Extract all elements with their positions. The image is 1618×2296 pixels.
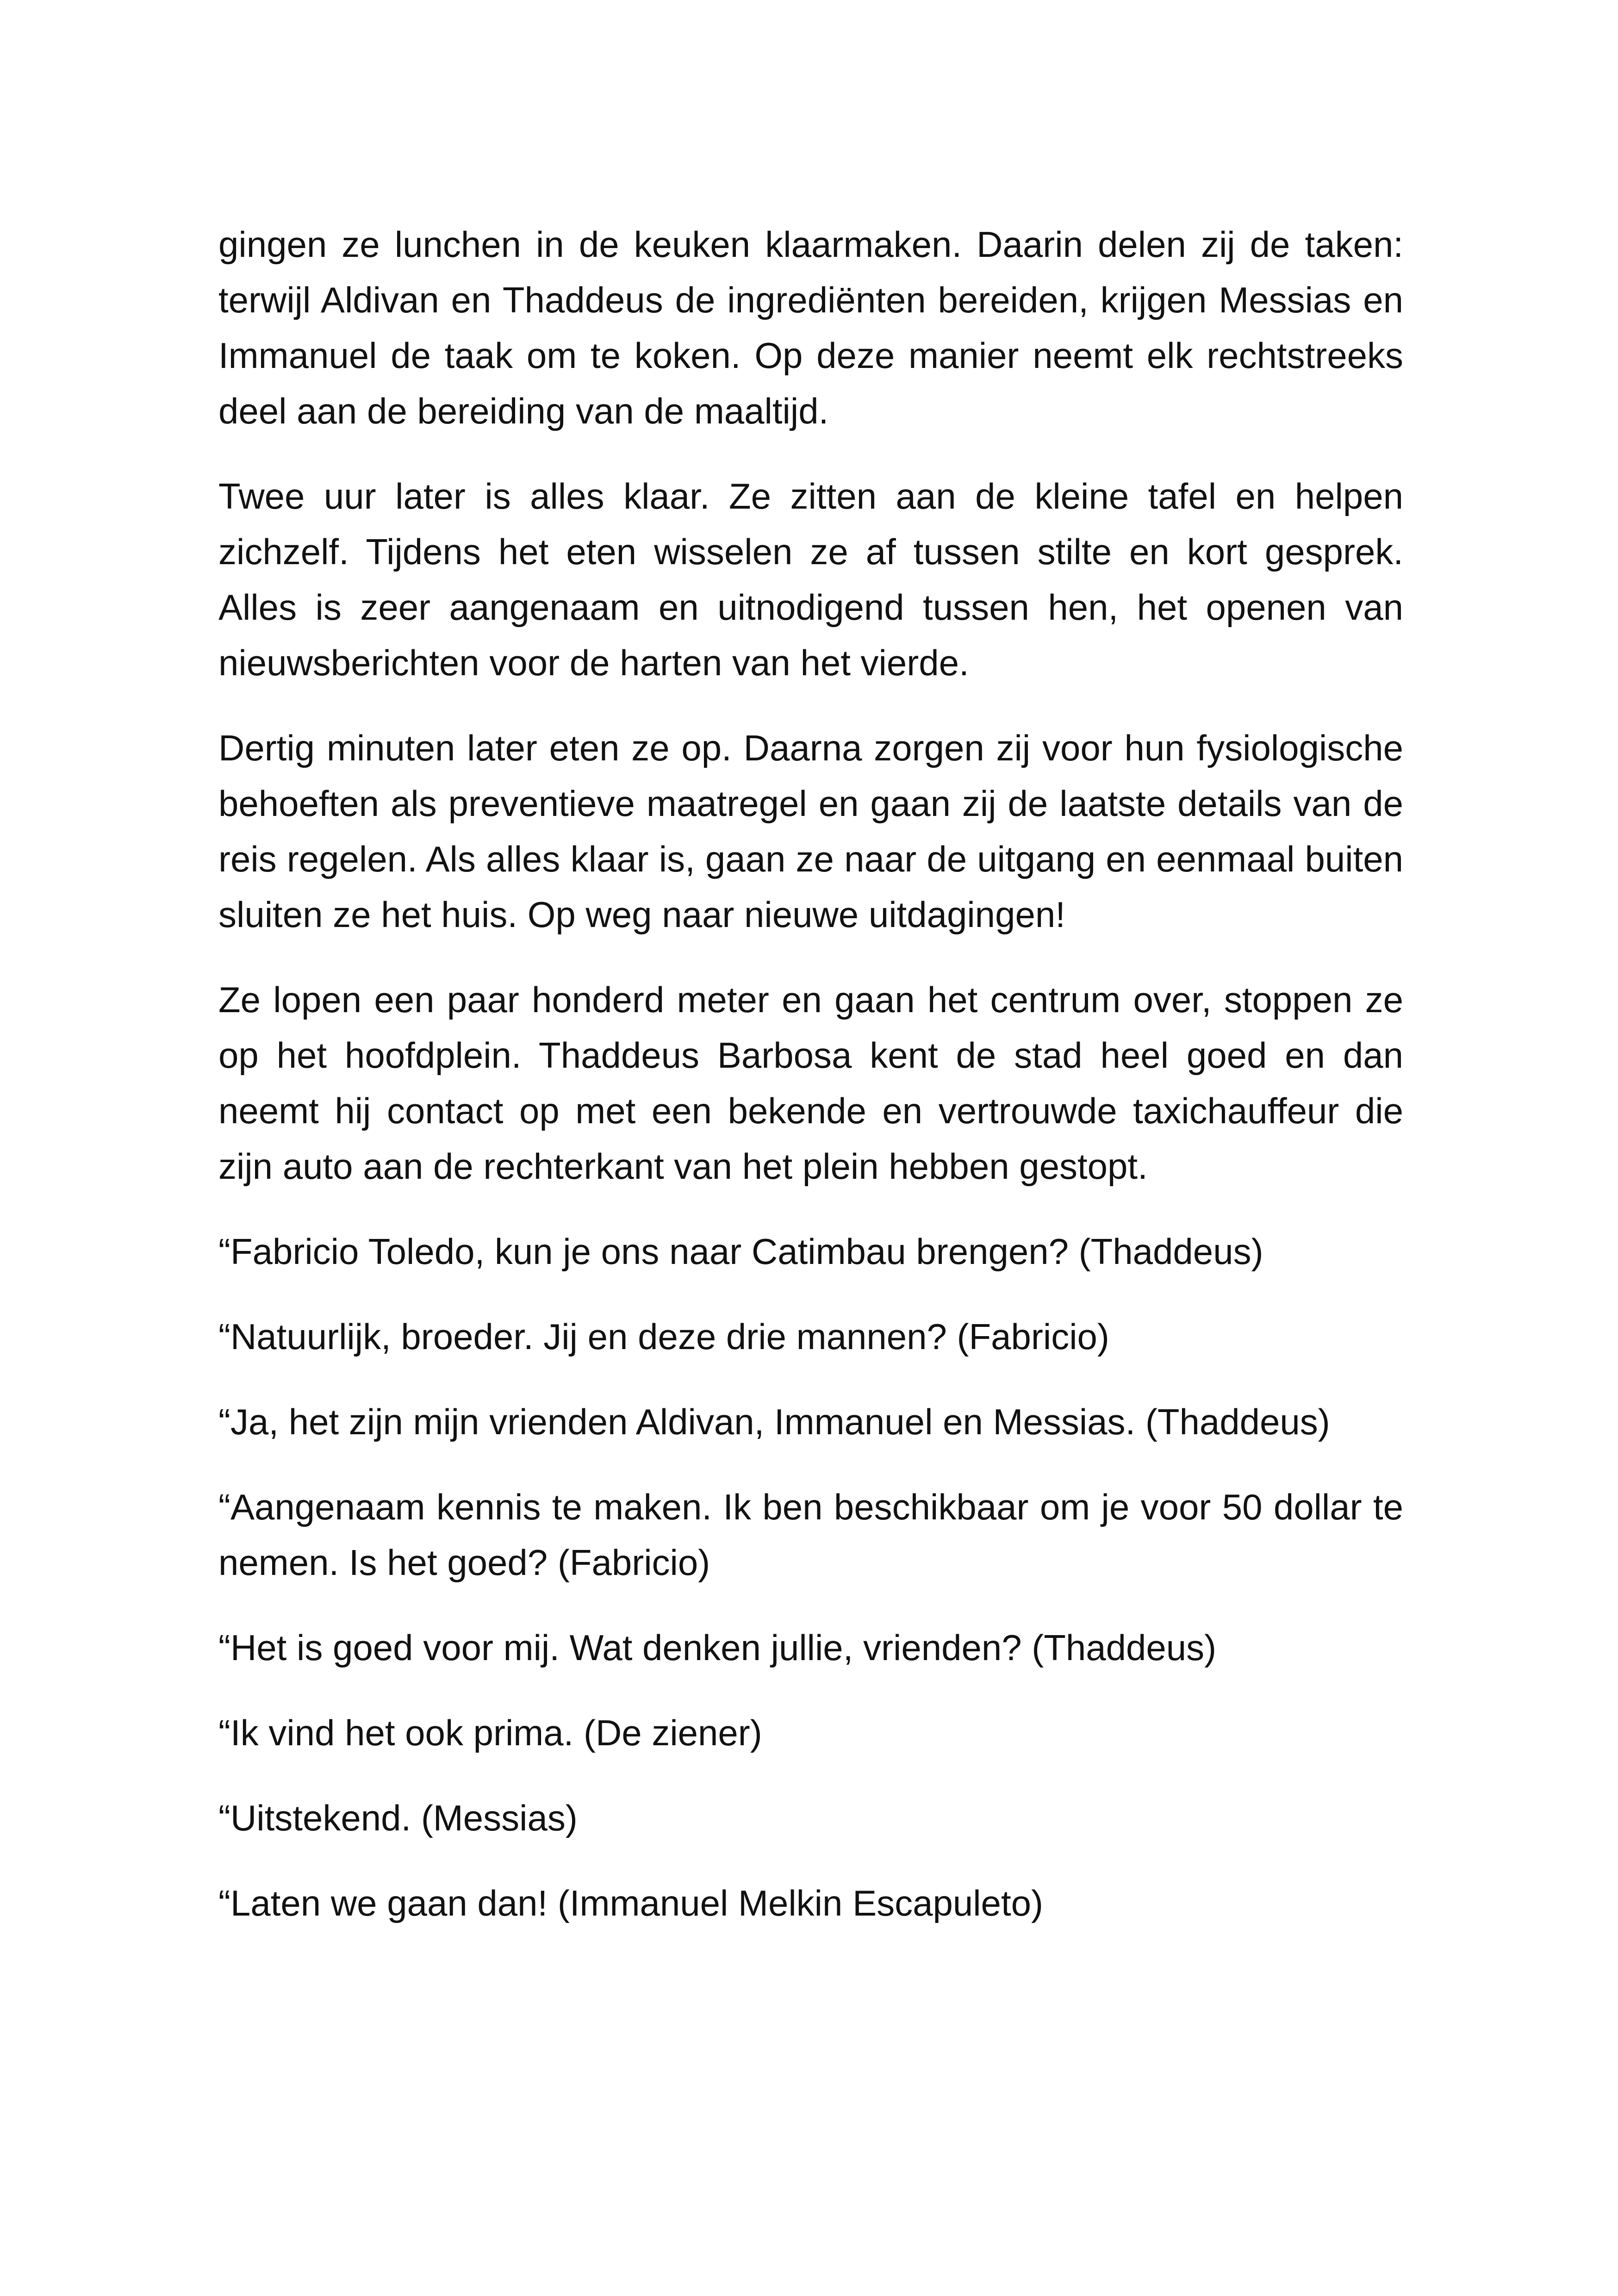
dialogue-line-4: “Aangenaam kennis te maken. Ik ben beschikbaar om je voor 50 dollar te nemen. Is het goed? (Fabricio) bbox=[218, 1487, 1403, 1583]
dialogue-line-6: “Ik vind het ook prima. (De ziener) bbox=[218, 1712, 762, 1753]
dialogue-line-8: “Laten we gaan dan! (Immanuel Melkin Escapuleto) bbox=[218, 1883, 1043, 1923]
page-body-text bbox=[218, 217, 1403, 1960]
paragraph-3: Dertig minuten later eten ze op. Daarna zorgen zij voor hun fysiologische behoeften als preventieve maatregel en gaan zij de laatste details van de reis regelen. Als alles klaar is, gaan ze naar de uitgang en eenmaal buiten sluiten ze het huis. Op weg naar nieuwe uitdagingen! bbox=[218, 728, 1403, 935]
dialogue-line-7: “Uitstekend. (Messias) bbox=[218, 1798, 578, 1838]
paragraph-4: Ze lopen een paar honderd meter en gaan het centrum over, stoppen ze op het hoofdplein. Thaddeus Barbosa kent de stad heel goed en dan neemt hij contact op met een bekende en vertrouwde taxichauffeur die zijn auto aan de rechterkant van het plein hebben gestopt. bbox=[218, 979, 1403, 1187]
paragraph-2: Twee uur later is alles klaar. Ze zitten aan de kleine tafel en helpen zichzelf. Tijdens het eten wisselen ze af tussen stilte en kort gesprek. Alles is zeer aangenaam en uitnodigend tussen hen, het openen van nieuwsberichten voor de harten van het vierde. bbox=[218, 476, 1403, 683]
paragraph-1: gingen ze lunchen in de keuken klaarmaken. Daarin delen zij de taken: terwijl Aldivan en Thaddeus de ingrediënten bereiden, krijgen Messias en Immanuel de taak om te koken. Op deze manier neemt elk rechtstreeks deel aan de bereiding van de maaltijd. bbox=[218, 224, 1403, 431]
dialogue-line-2: “Natuurlijk, broeder. Jij en deze drie mannen? (Fabricio) bbox=[218, 1316, 1109, 1357]
dialogue-line-1: “Fabricio Toledo, kun je ons naar Catimbau brengen? (Thaddeus) bbox=[218, 1231, 1263, 1272]
dialogue-line-3: “Ja, het zijn mijn vrienden Aldivan, Immanuel en Messias. (Thaddeus) bbox=[218, 1401, 1330, 1442]
dialogue-line-5: “Het is goed voor mij. Wat denken jullie, vrienden? (Thaddeus) bbox=[218, 1627, 1217, 1668]
